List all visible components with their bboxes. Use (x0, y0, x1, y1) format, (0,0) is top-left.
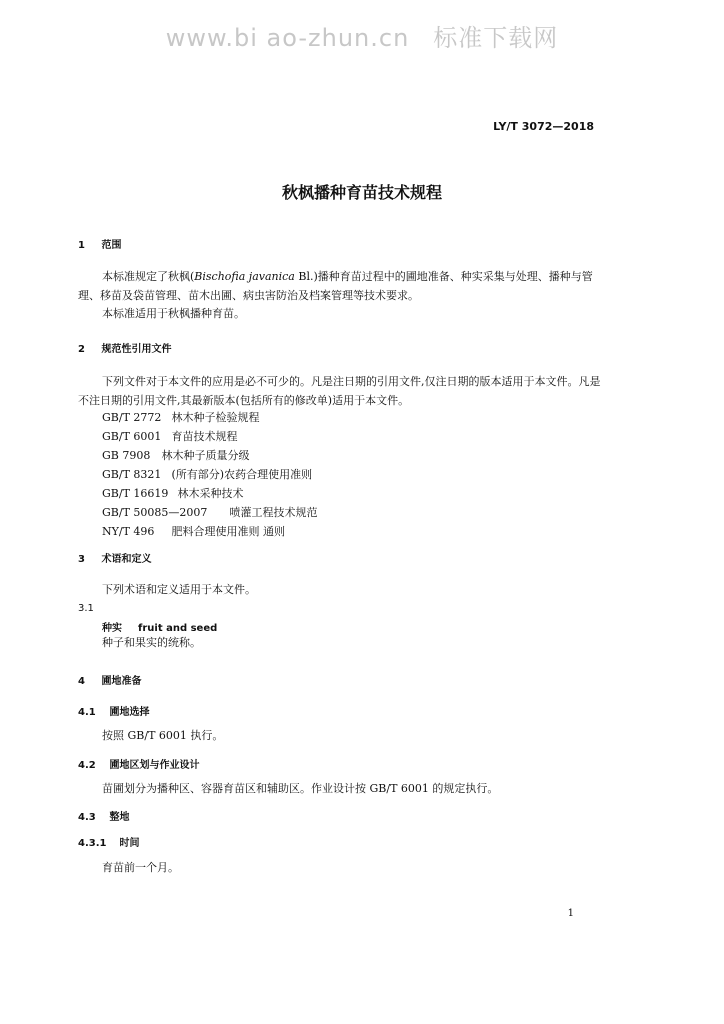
section-3-title: 术语和定义 (101, 554, 152, 565)
section-2-number: 2 (78, 344, 85, 355)
section-4-title: 圃地准备 (101, 676, 142, 687)
section-4-2-text: 苗圃划分为播种区、容器育苗区和辅助区。作业设计按 GB/T 6001 的规定执行。 (102, 782, 499, 795)
section-4-3-1-text: 育苗前一个月。 (102, 861, 179, 874)
section-4-3-title: 整地 (109, 812, 130, 823)
section-4-3-heading (78, 808, 129, 823)
species-latin-name: Bischofia javanica (194, 270, 295, 283)
section-4-1-number: 4.1 (78, 707, 96, 718)
reference-title: 林木采种技术 (177, 487, 244, 500)
reference-item (102, 485, 244, 501)
section-1-text-part1: 本标准规定了秋枫( (102, 270, 195, 283)
reference-item (102, 523, 285, 539)
reference-title: 肥料合理使用准则 通则 (171, 525, 285, 538)
reference-code: GB/T 8321 (102, 468, 162, 481)
watermark (0, 18, 724, 53)
term-chinese: 种实 (102, 623, 122, 634)
term-definition: 种子和果实的统称。 (102, 636, 201, 649)
reference-code: NY/T 496 (102, 525, 155, 538)
section-1-title: 范围 (101, 240, 122, 251)
section-2-title: 规范性引用文件 (101, 344, 172, 355)
reference-item (102, 447, 250, 463)
reference-item (102, 428, 238, 444)
document-title: 秋枫播种育苗技术规程 (281, 183, 442, 202)
section-1-paragraph-2: 本标准适用于秋枫播种育苗。 (102, 307, 245, 320)
section-1-heading (78, 236, 121, 251)
section-4-heading (78, 672, 141, 687)
reference-title: 林木种子检验规程 (171, 411, 260, 424)
section-1-paragraph-1 (78, 267, 610, 305)
reference-title: 林木种子质量分级 (161, 449, 250, 462)
section-4-3-number: 4.3 (78, 812, 96, 823)
reference-code: GB 7908 (102, 449, 151, 462)
section-1-number: 1 (78, 240, 85, 251)
reference-item (102, 409, 260, 425)
section-4-1-heading (78, 703, 149, 718)
reference-code: GB/T 6001 (102, 430, 162, 443)
term-english: fruit and seed (138, 623, 218, 634)
reference-title: 喷灌工程技术规范 (229, 506, 318, 519)
reference-code: GB/T 16619 (102, 487, 169, 500)
reference-item (102, 466, 312, 482)
section-4-2-title: 圃地区划与作业设计 (109, 760, 200, 771)
section-4-number: 4 (78, 676, 85, 687)
section-4-3-1-title: 时间 (119, 838, 140, 849)
section-3-heading (78, 550, 151, 565)
section-1-text-part2: Bl.)播种育苗过程中的圃地准备、种实采集与处理、播种与管理、移苗及袋苗管理、苗木出圃、病虫害防治及档案管理等技术要求。 (78, 270, 593, 302)
section-4-2-number: 4.2 (78, 760, 96, 771)
section-3-intro: 下列术语和定义适用于本文件。 (102, 583, 256, 596)
reference-title: (所有部分)农药合理使用准则 (171, 468, 313, 481)
watermark-url: www.bi ao-zhun.cn (165, 24, 410, 52)
section-4-3-1-number: 4.3.1 (78, 838, 107, 849)
page-number: 1 (567, 908, 574, 919)
reference-code: GB/T 50085—2007 (102, 506, 208, 519)
reference-title: 育苗技术规程 (171, 430, 238, 443)
standard-code: LY/T 3072—2018 (493, 120, 594, 133)
section-2-heading (78, 340, 171, 355)
term-entry (102, 619, 217, 634)
section-4-1-text: 按照 GB/T 6001 执行。 (102, 729, 224, 742)
section-2-intro: 下列文件对于本文件的应用是必不可少的。凡是注日期的引用文件,仅注日期的版本适用于本文件。凡是不注日期的引用文件,其最新版本(包括所有的修改单)适用于本文件。 (78, 375, 601, 407)
section-3-number: 3 (78, 554, 85, 565)
section-4-3-1-heading (78, 834, 139, 849)
reference-item (102, 504, 318, 520)
reference-code: GB/T 2772 (102, 411, 162, 424)
term-number: 3.1 (78, 603, 94, 614)
section-4-2-heading (78, 756, 199, 771)
watermark-site-name: 标准下载网 (433, 24, 559, 52)
section-4-1-title: 圃地选择 (109, 707, 150, 718)
